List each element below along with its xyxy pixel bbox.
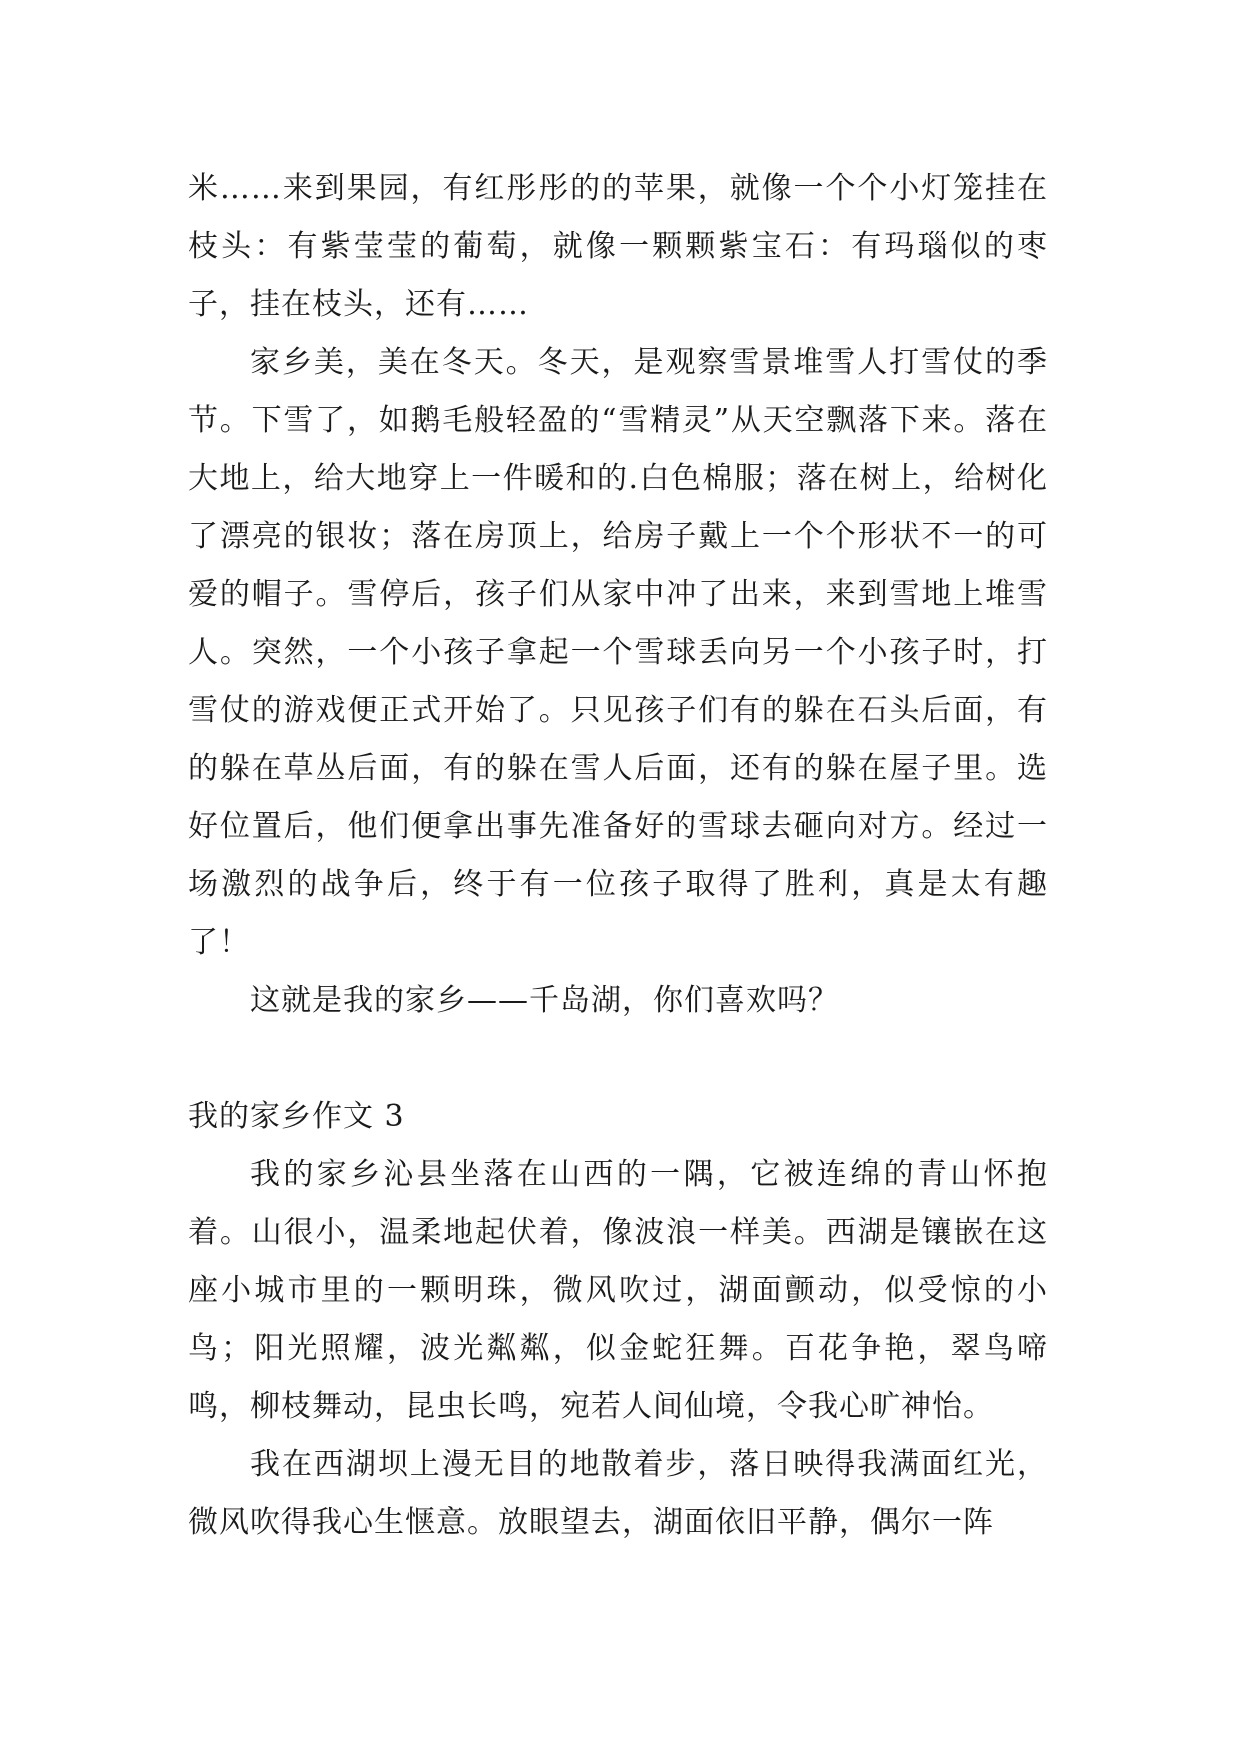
section-title: 我的家乡作文 3 [188,1099,405,1134]
document-body [188,160,1048,1552]
paragraph: 这就是我的家乡——千岛湖，你们喜欢吗？ [250,983,839,1018]
paragraph: 米……来到果园，有红彤彤的的苹果，就像一个个小灯笼挂在枝头：有紫莹莹的葡萄，就像一颗颗紫宝石：有玛瑙似的枣子，挂在枝头，还有…… [188,171,1048,322]
paragraph: 我在西湖坝上漫无目的地散着步，落日映得我满面红光，微风吹得我心生惬意。放眼望去，湖面依旧平静，偶尔一阵 [188,1447,1048,1540]
paragraph: 我的家乡沁县坐落在山西的一隅，它被连绵的青山怀抱着。山很小，温柔地起伏着，像波浪一样美。西湖是镶嵌在这座小城市里的一颗明珠，微风吹过，湖面颤动，似受惊的小鸟；阳光照耀，波光粼粼，似金蛇狂舞。百花争艳，翠鸟啼鸣，柳枝舞动，昆虫长鸣，宛若人间仙境，令我心旷神怡。 [188,1157,1048,1424]
section-spacer [188,1030,1048,1088]
paragraph: 家乡美，美在冬天。冬天，是观察雪景堆雪人打雪仗的季节。下雪了，如鹅毛般轻盈的“雪精灵”从天空飘落下来。落在大地上，给大地穿上一件暖和的.白色棉服；落在树上，给树化了漂亮的银妆；落在房顶上，给房子戴上一个个形状不一的可爱的帽子。雪停后，孩子们从家中冲了出来，来到雪地上堆雪人。突然，一个小孩子拿起一个雪球丢向另一个小孩子时，打雪仗的游戏便正式开始了。只见孩子们有的躲在石头后面，有的躲在草丛后面，有的躲在雪人后面，还有的躲在屋子里。选好位置后，他们便拿出事先准备好的雪球去砸向对方。经过一场激烈的战争后，终于有一位孩子取得了胜利，真是太有趣了！ [188,345,1048,960]
